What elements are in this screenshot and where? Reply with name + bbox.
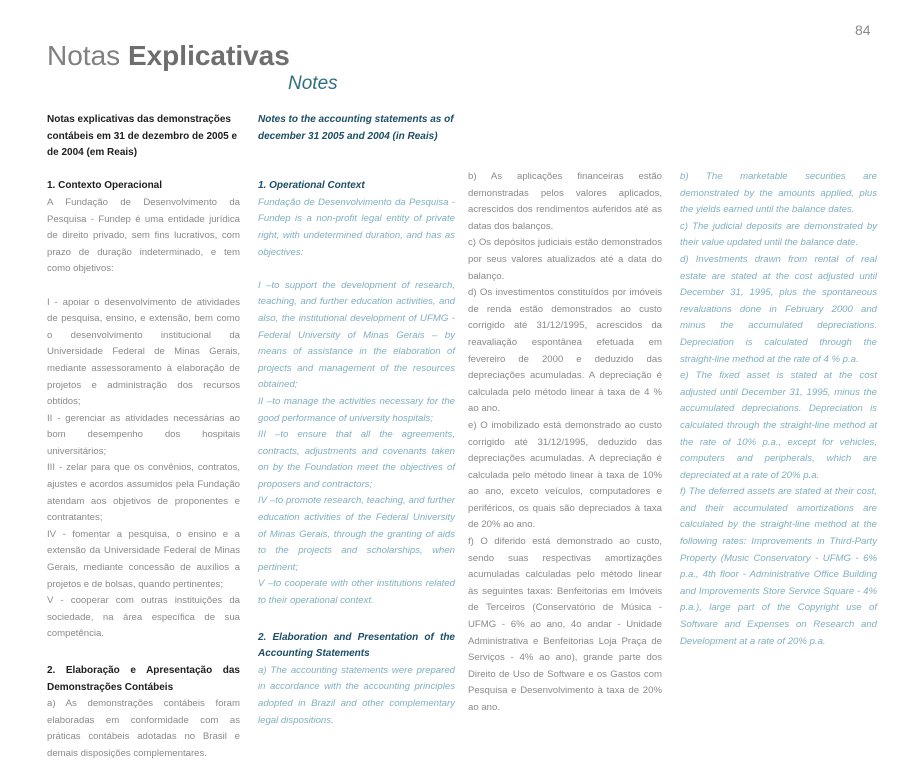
portuguese-item-c: c) Os depósitos judiciais estão demonstrados por seus valores atualizados até a data do balanço. <box>468 237 662 282</box>
portuguese-item-a: a) As demonstrações contábeis foram elaboradas em conformidade com as práticas contábeis adotadas no Brasil e demais disposições complementares. <box>47 698 240 759</box>
english-item-a: a) The accounting statements were prepared in accordance with the accounting principles adopted in Brazil and other complementary legal dispositions. <box>258 664 455 726</box>
english-item-d: d) Investments drawn from rental of real estate are stated at the cost adjusted until December 31, 1995, plus the spontaneous revaluations done in February 2000 and minus the accumulated depreciations. Depreciation is calculated through the straight-line method at the rate of 4 % p.a. <box>680 253 877 365</box>
english-section1-title: 1. Operational Context <box>258 180 365 192</box>
portuguese-objective-2: II - gerenciar as atividades necessárias ao bom desempenho dos hospitais universitários; <box>47 412 240 457</box>
english-section1-intro: Fundação de Desenvolvimento da Pesquisa - Fundep is a non-profit legal entity of private right, with undetermined duration, and has as objectives: <box>258 196 455 258</box>
english-objective-4: IV –to promote research, teaching, and further education activities of the Federal University of Minas Gerais, through the granting of aids to the projects and scholarships, when pertinent; <box>258 495 455 573</box>
english-item-c: c) The judicial deposits are demonstrated by their value updated until the balance date. <box>680 220 877 249</box>
page-title <box>47 40 290 72</box>
english-objective-1: I –to support the development of research, teaching, and further education activities, and also, the institutional development of UFMG - Federal University of Minas Gerais – by means of assistance in the elaboration of projects and management of the resources obtained; <box>258 279 455 391</box>
english-column-1 <box>258 112 455 729</box>
portuguese-section2-title: 2. Elaboração e Apresentação das Demonstrações Contábeis <box>47 665 240 693</box>
portuguese-item-b: b) As aplicações financeiras estão demonstradas pelos valores aplicados, acrescidos dos rendimentos auferidos até as datas dos balanços. <box>468 171 662 232</box>
portuguese-objective-3: III - zelar para que os convênios, contratos, ajustes e acordos assumidos pela Fundação atendam aos objetivos de proponentes e contratantes; <box>47 462 240 524</box>
portuguese-objective-4: IV - fomentar a pesquisa, o ensino e a extensão da Universidade Federal de Minas Gerais, mediante concessão de auxílios a projetos e de bolsas, quando pertinentes; <box>47 528 240 590</box>
portuguese-column-1 <box>47 112 240 763</box>
english-objective-3: III –to ensure that all the agreements, contracts, adjustments and covenants taken on by the Foundation meet the objectives of proposers and contractors; <box>258 429 455 490</box>
english-objective-2: II –to manage the activities necessary for the good performance of university hospitals; <box>258 395 455 424</box>
english-item-b: b) The marketable securities are demonstrated by the amounts applied, plus the yields earned until the balance dates. <box>680 171 877 216</box>
portuguese-objective-5: V - cooperar com outras instituições da sociedade, na área específica de sua competência. <box>47 595 240 640</box>
portuguese-item-e: e) O imobilizado está demonstrado ao custo corrigido até 31/12/1995, deduzido das depreciações acumuladas. A depreciação é calculada pelo método linear à taxa de 10% ao ano, exceto veículos, computadores e periféricos, os quais são depreciados à taxa de 20% ao ano. <box>468 419 662 531</box>
portuguese-item-d: d) Os investimentos constituídos por imóveis de renda estão demonstrados ao custo corrigido até 31/12/1995, acrescidos da reavaliação espontânea efetuada em fevereiro de 2000 e deduzido das depreciações acumuladas. A depreciação é calculada pelo método linear à taxa de 4 % ao ano. <box>468 287 662 415</box>
page-title-bold: Explicativas <box>127 40 290 71</box>
english-column-2 <box>680 169 877 650</box>
portuguese-section1-title: 1. Contexto Operacional <box>47 180 163 192</box>
english-objective-5: V –to cooperate with other institutions related to their operational context. <box>258 578 455 607</box>
page-subtitle: Notes <box>288 73 338 94</box>
portuguese-item-f: f) O diferido está demonstrado ao custo, sendo suas respectivas amortizações acumuladas calculadas pelo método linear às seguintes taxas: Benfeitorias em Imóveis de Terceiros (Conservatório de Música - UFMG - 6% ao ano, 4o andar - Unidade Administrativa e Benfeitorias Loja Praça de Serviços - 4% ao ano), grande parte dos Direito de Uso de Software e os Gastos com Pesquisa e Desenvolvimento à taxa de 20% ao ano. <box>468 536 662 713</box>
page-number: 84 <box>855 22 871 38</box>
portuguese-section1-intro: A Fundação de Desenvolvimento da Pesquisa - Fundep é uma entidade jurídica de direito privado, sem fins lucrativos, com prazo de duração indeterminado, e tem como objetivos: <box>47 196 240 275</box>
english-item-f: f) The deferred assets are stated at their cost, and their accumulated amortizations are calculated by the straight-line method at the following rates: Improvements in Third-Party Property (Music Conservatory - UFMG - 6% p.a., 4th floor - Administrative Office Building and Improvements Store Service Square - 4% p.a.), large part of the Copyright use of Software and Expenses on Research and Development at a rate of 20% p.a. <box>680 486 877 647</box>
english-item-e: e) The fixed asset is stated at the cost adjusted until December 31, 1995, minus the accumulated depreciations. Depreciation is calculated through the straight-line method at the rate of 10% p.a., except for vehicles, computers and peripherals, which are depreciated at a rate of 20% p.a. <box>680 370 877 481</box>
portuguese-heading: Notas explicativas das demonstrações contábeis em 31 de dezembro de 2005 e de 2004 (em Reais) <box>47 114 238 159</box>
portuguese-column-2 <box>468 169 662 717</box>
portuguese-objective-1: I - apoiar o desenvolvimento de atividades de pesquisa, ensino, e extensão, bem como o desenvolvimento institucional da Universidade Federal de Minas Gerais, mediante assessoramento à elaboração de projetos e administração dos recursos obtidos; <box>47 296 240 408</box>
english-section2-title: 2. Elaboration and Presentation of the Accounting Statements <box>258 631 455 660</box>
english-heading: Notes to the accounting statements as of december 31 2005 and 2004 (in Reais) <box>258 114 454 142</box>
page-title-light: Notas <box>47 40 121 71</box>
